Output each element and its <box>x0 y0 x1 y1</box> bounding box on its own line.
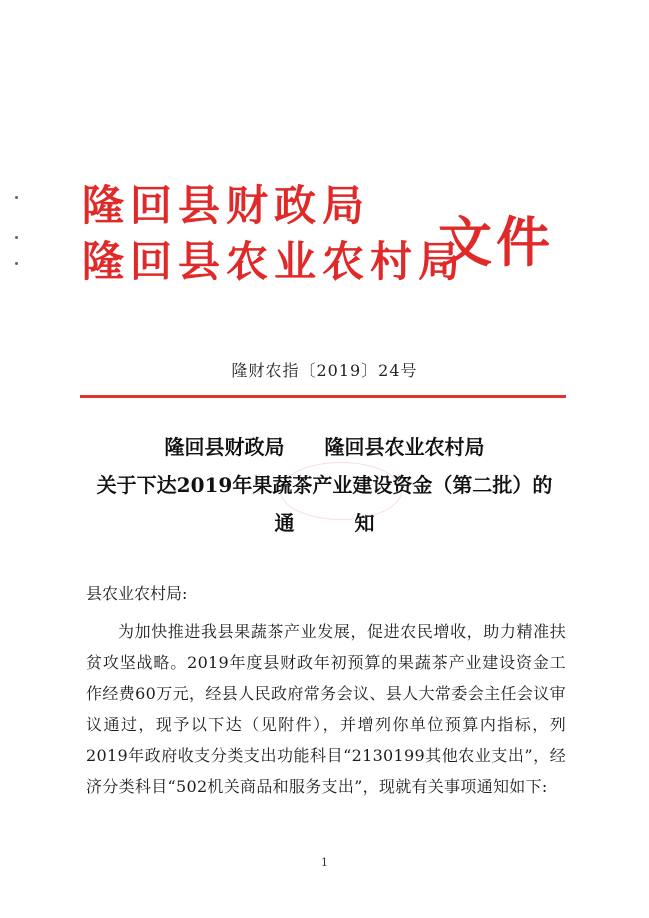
red-divider-line <box>80 395 566 398</box>
title-line-subject: 关于下达2019年果蔬茶产业建设资金（第二批）的 <box>96 473 553 497</box>
binding-dot <box>15 236 18 239</box>
title-line-issuers: 隆回县财政局 隆回县农业农村局 <box>164 435 485 459</box>
issuer-agriculture-bureau: 隆回县农业农村局 <box>82 237 467 286</box>
document-number: 隆财农指〔2019〕24号 <box>231 361 418 380</box>
binding-dot <box>15 196 18 199</box>
body-paragraph: 为加快推进我县果蔬茶产业发展，促进农民增收，助力精准扶贫攻坚战略。2019年度县财政年初预算的果蔬茶产业建设资金工作经费60万元，经县人民政府常务会议、县人大常委会主任会议审议通过，现予以下达（见附件），并增列你单位预算内指标，列2019年政府收支分类支出功能科目“2130199其他农业支出”，经济分类科目“502机关商品和服务支出”，现就有关事项通知如下: <box>86 622 566 796</box>
issuer-names <box>82 178 466 290</box>
binding-dot <box>15 262 18 265</box>
document-body <box>86 578 566 802</box>
document-title <box>0 428 649 542</box>
title-line-notice: 通知 <box>274 511 435 535</box>
salutation: 县农业农村局: <box>86 584 188 603</box>
page-number: 1 <box>321 856 328 869</box>
document-word: 文件 <box>438 210 554 274</box>
issuer-finance-bureau: 隆回县财政局 <box>82 181 371 230</box>
